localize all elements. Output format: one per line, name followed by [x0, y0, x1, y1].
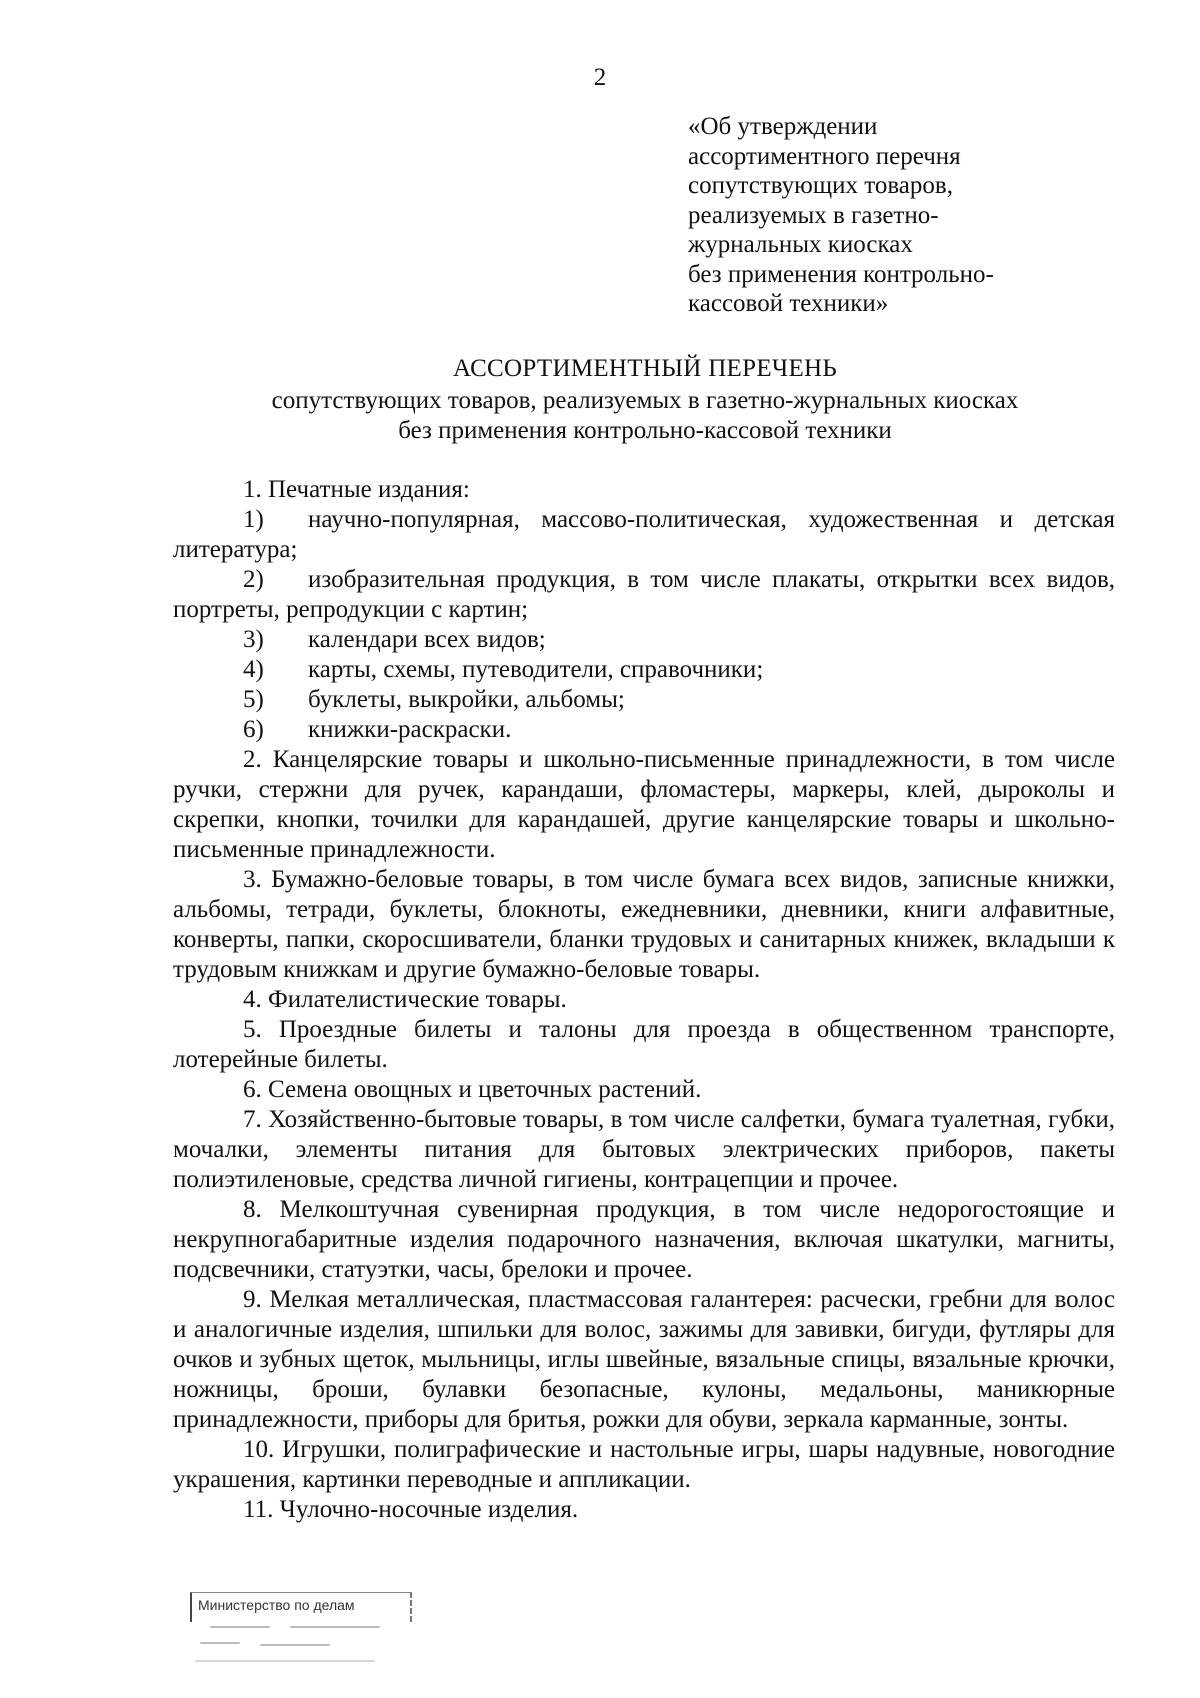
sub-item-text: научно-популярная, массово-политическая, художественная и детская литература; [173, 506, 1115, 563]
sub-item-5 [173, 685, 1115, 715]
sub-item-text: изобразительная продукция, в том числе плакаты, открытки всех видов, портреты, репродукции с картин; [173, 566, 1115, 623]
page-number: 2 [593, 64, 607, 91]
sub-item-number: 1) [243, 506, 264, 533]
ministry-stamp: Министерство по делам [190, 1592, 412, 1622]
sub-item-number: 2) [243, 566, 264, 593]
list-item-3: 3. Бумажно-беловые товары, в том числе бумага всех видов, записные книжки, альбомы, тетради, буклеты, блокноты, ежедневники, дневники, книги алфавитные, конверты, папки, скоросшиватели, бланки трудовых и санитарных книжек, вкладыши к трудовым книжкам и другие бумажно-беловые товары. [173, 866, 1115, 983]
list-item-4: 4. Филателистические товары. [243, 986, 567, 1013]
sub-item-text: карты, схемы, путеводители, справочники; [308, 656, 764, 683]
document-subtitle: сопутствующих товаров, реализуемых в газетно-журнальных киосках без применения контрольно-кассовой техники [271, 387, 1019, 444]
sub-item-6 [173, 715, 1115, 745]
list-item-7: 7. Хозяйственно-бытовые товары, в том числе салфетки, бумага туалетная, губки, мочалки, элементы питания для бытовых электрических приборов, пакеты полиэтиленовые, средства личной гигиены, контрацепции и прочее. [173, 1106, 1115, 1193]
document-body [173, 475, 1115, 1525]
list-item-5: 5. Проездные билеты и талоны для проезда в общественном транспорте, лотерейные билеты. [173, 1016, 1115, 1073]
list-item-8: 8. Мелкоштучная сувенирная продукция, в том числе недорогостоящие и некрупногабаритные изделия подарочного назначения, включая шкатулки, магниты, подсвечники, статуэтки, часы, брелоки и прочее. [173, 1196, 1115, 1283]
list-item-2: 2. Канцелярские товары и школьно-письменные принадлежности, в том числе ручки, стержни для ручек, карандаши, фломастеры, маркеры, клей, дыроколы и скрепки, кнопки, точилки для карандашей, другие канцелярские товары и школьно-письменные принадлежности. [173, 746, 1115, 863]
sub-item-text: календари всех видов; [308, 626, 546, 653]
approval-reference-block: «Об утверждении ассортиментного перечня сопутствующих товаров, реализуемых в газетно- журнальных киосках без применения контрольно- кассовой техники» [688, 113, 994, 317]
document-title: АССОРТИМЕНТНЫЙ ПЕРЕЧЕНЬ [452, 355, 838, 382]
sub-item-text: буклеты, выкройки, альбомы; [308, 686, 625, 713]
stamp-smudge [190, 1622, 412, 1672]
sub-item-number: 3) [243, 626, 264, 653]
list-item-11: 11. Чулочно-носочные изделия. [243, 1496, 579, 1523]
sub-item-text: книжки-раскраски. [308, 716, 512, 743]
sub-item-number: 4) [243, 656, 264, 683]
sub-item-number: 6) [243, 716, 264, 743]
sub-item-3 [173, 625, 1115, 655]
list-item-1: 1. Печатные издания: [243, 476, 470, 503]
list-item-9: 9. Мелкая металлическая, пластмассовая галантерея: расчески, гребни для волос и аналогичные изделия, шпильки для волос, зажимы для завивки, бигуди, футляры для очков и зубных щеток, мыльницы, иглы швейные, вязальные спицы, вязальные крючки, ножницы, броши, булавки безопасные, кулоны, медальоны, маникюрные принадлежности, приборы для бритья, рожки для обуви, зеркала карманные, зонты. [173, 1286, 1115, 1433]
sub-item-2 [173, 565, 1115, 625]
list-item-10: 10. Игрушки, полиграфические и настольные игры, шары надувные, новогодние украшения, картинки переводные и аппликации. [173, 1436, 1115, 1493]
list-item-6: 6. Семена овощных и цветочных растений. [243, 1076, 702, 1103]
sub-item-1 [173, 505, 1115, 565]
sub-item-4 [173, 655, 1115, 685]
sub-item-number: 5) [243, 686, 264, 713]
